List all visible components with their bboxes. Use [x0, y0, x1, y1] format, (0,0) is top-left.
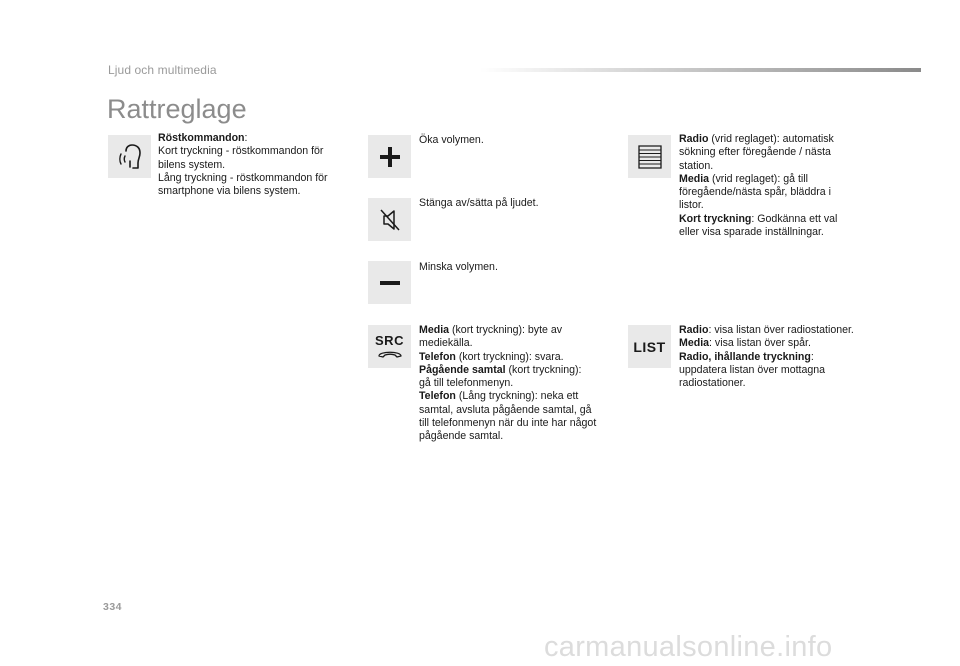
- volume-down-description: Minska volymen.: [419, 261, 498, 273]
- src-phone-icon: [368, 325, 411, 368]
- thumbwheel-description: Radio (vrid reglaget): automatisk sökning efter föregående / nästa station. Media (vrid reglaget): gå till föregående/nästa spår, bläddra i listor. Kort tryckning: Godkänna ett val eller visa sparade inställningar.: [679, 133, 838, 239]
- watermark: carmanualsonline.info: [544, 631, 833, 663]
- plus-icon: [368, 135, 411, 178]
- src-description: Media (kort tryckning): byte av mediekälla. Telefon (kort tryckning): svara. Pågående samtal (kort tryckning): gå till telefonmenyn. Telefon (Lång tryckning): neka ett samtal, avsluta pågående samtal, gå till telefonmenyn när du inte har något pågående samtal.: [419, 324, 597, 443]
- list-description: Radio: visa listan över radiostationer. Media: visa listan över spår. Radio, ihållande tryckning: uppdatera listan över mottagna radiostationer.: [679, 324, 854, 390]
- voice-command-icon: [108, 135, 151, 178]
- page-number: 334: [103, 601, 123, 613]
- voice-command-heading: Röstkommandon: [158, 132, 245, 144]
- mute-description: Stänga av/sätta på ljudet.: [419, 197, 539, 209]
- voice-command-description: Röstkommandon: Kort tryckning - röstkommandon för bilens system. Lång tryckning - röstkommandon för smartphone via bilens system.: [158, 132, 328, 198]
- header-rule: [480, 68, 921, 72]
- thumbwheel-icon: [628, 135, 671, 178]
- volume-up-description: Öka volymen.: [419, 134, 484, 146]
- minus-icon: [368, 261, 411, 304]
- page-title: Rattreglage: [107, 94, 247, 124]
- src-label: SRC: [375, 333, 404, 348]
- list-label: LIST: [633, 338, 666, 355]
- list-icon: [628, 325, 671, 368]
- mute-icon: [368, 198, 411, 241]
- section-header: Ljud och multimedia: [108, 63, 217, 77]
